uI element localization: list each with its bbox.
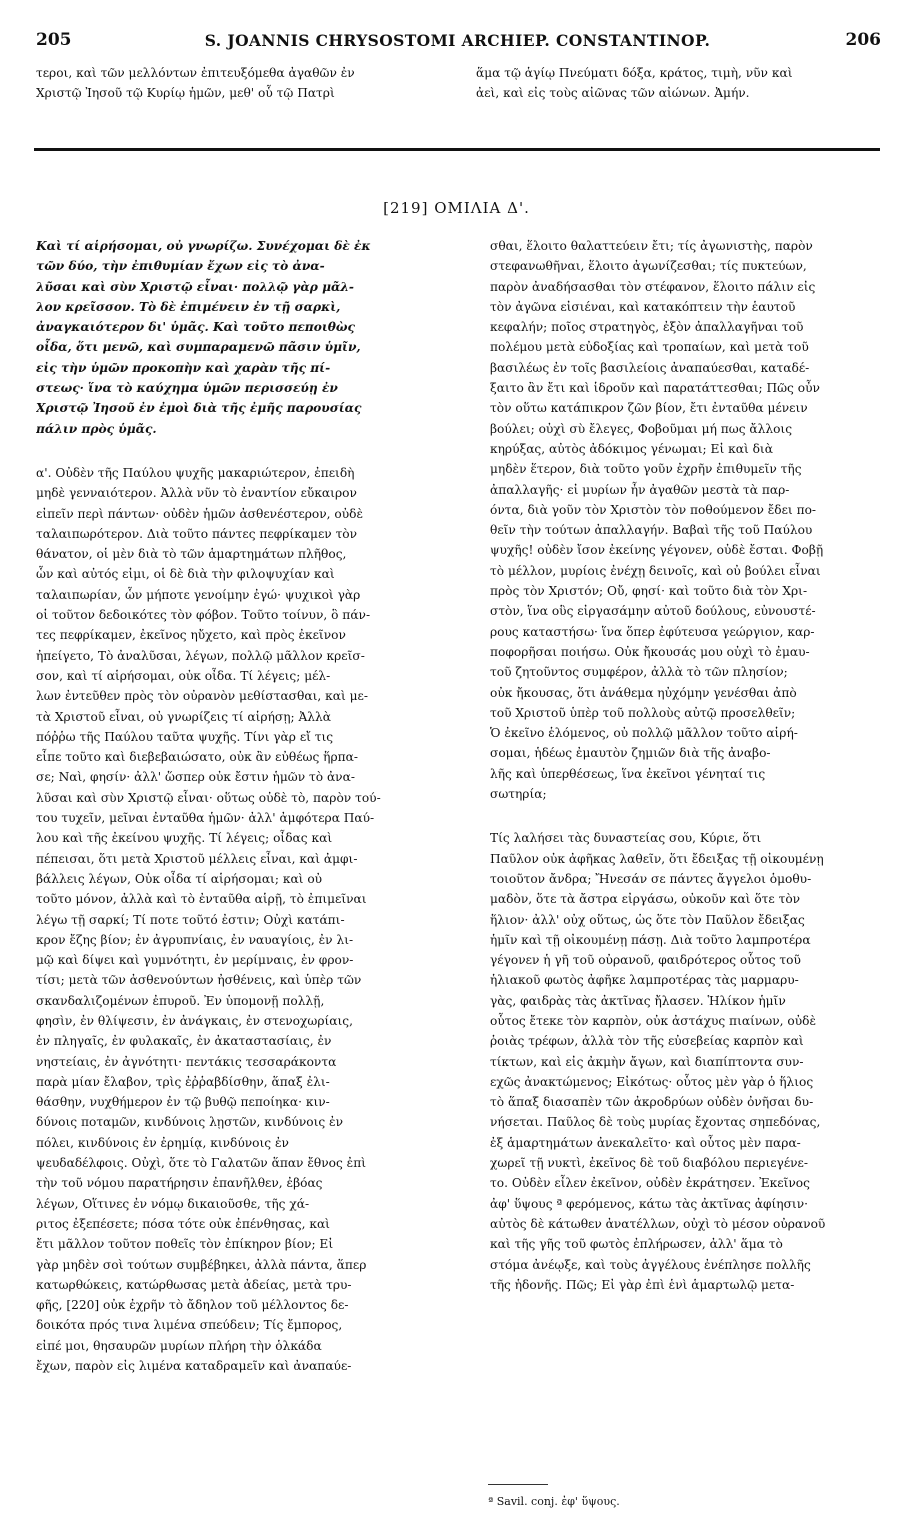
text-line: ρους καταστήσω· ἵνα ὅπερ ἐφύτευσα γεώργιον, καρ- xyxy=(490,624,815,639)
text-line: πρὸς τὸν Χριστόν; Οὔ, φησί· καὶ τοῦτο διὰ τὸν Χρι- xyxy=(490,584,808,599)
text-line: οἱ τοῦτον δεδοικότες τὸν φόβον. Τοῦτο τοίνυν, ὃ πάν- xyxy=(36,608,371,623)
text-line: ἀπαλλαγῆς· εἰ μυρίων ἦν ἀγαθῶν μεστὰ τὰ παρ- xyxy=(490,482,790,497)
running-title: S. JOANNIS CHRYSOSTOMI ARCHIEP. CONSTANTINOP. xyxy=(204,31,711,50)
text-line: κρον ἔζης βίον; ἐν ἀγρυπνίαις, ἐν ναυαγίοις, ἐν λι- xyxy=(36,932,354,947)
text-line: ἐν πληγαῖς, ἐν φυλακαῖς, ἐν ἀκαταστασίαις, ἐν xyxy=(36,1034,332,1049)
text-line: στεως· ἵνα τὸ καύχημα ὑμῶν περισσεύῃ ἐν xyxy=(36,381,338,396)
text-line: ὧν καὶ αὐτός εἰμι, οἱ δὲ διὰ τὴν φιλοψυχίαν καὶ xyxy=(36,567,335,582)
text-line: στεφανωθῆναι, ἕλοιτο ἀγωνίζεσθαι; τίς πυκτεύων, xyxy=(490,259,807,274)
text-line: βασιλέως ἐν τοῖς βασιλείοις ἀναπαύεσθαι, καταδέ- xyxy=(490,360,810,375)
text-line: λον κρεῖσσον. Τὸ δὲ ἐπιμένειν ἐν τῇ σαρκὶ, xyxy=(36,299,341,314)
text-line: ἠπείγετο, Τὸ ἀναλῦσαι, λέγων, πολλῷ μᾶλλον κρεῖσ- xyxy=(36,648,365,663)
text-line: λῦσαι καὶ σὺν Χριστῷ εἶναι· πολλῷ γὰρ μᾶλ- xyxy=(36,279,354,294)
text-line: ἔχων, παρὸν εἰς λιμένα καταδραμεῖν καὶ ἀναπαύε- xyxy=(36,1359,352,1374)
text-line: τες πεφρίκαμεν, ἐκεῖνος ηὔχετο, καὶ πρὸς ἐκεῖνον xyxy=(36,628,346,643)
text-line: σθαι, ἕλοιτο θαλαττεύειν ἔτι; τίς ἀγωνιστὴς, παρὸν xyxy=(490,239,813,253)
scripture-lemma xyxy=(36,236,474,439)
text-line: παρὰ μίαν ἔλαβον, τρὶς ἐῤῥαβδίσθην, ἅπαξ ἐλι- xyxy=(36,1074,330,1089)
text-line: δύνοις ποταμῶν, κινδύνοις λῃστῶν, κινδύνοις ἐν xyxy=(36,1115,343,1130)
text-line: λῦσαι καὶ σὺν Χριστῷ εἶναι· οὕτως οὐδὲ τὸ, παρὸν τού- xyxy=(36,790,381,805)
text-line: ἀεὶ, καὶ εἰς τοὺς αἰῶνας τῶν αἰώνων. Ἀμήν. xyxy=(476,86,750,101)
text-line: λων ἐντεῦθεν πρὸς τὸν οὐρανὸν μεθίστασθαι, καὶ με- xyxy=(36,689,368,704)
text-line: μῷ καὶ δίψει καὶ γυμνότητι, ἐν μερίμναις, ἐν φρον- xyxy=(36,953,354,968)
text-line: ἐξ ἁμαρτημάτων ἀνεκαλεῖτο· καὶ οὗτος μὲν παρα- xyxy=(490,1135,801,1150)
text-line: Καὶ τί αἱρήσομαι, οὐ γνωρίζω. Συνέχομαι δὲ ἐκ xyxy=(36,239,371,253)
text-line: κατωρθώκεις, κατώρθωσας μετὰ ἀδείας, μετὰ τρυ- xyxy=(36,1277,352,1292)
text-line: Παῦλον οὐκ ἀφῆκας λαθεῖν, ὅτι ἔδειξας τῇ οἰκουμένῃ xyxy=(490,851,824,866)
text-line: όντα, διὰ γοῦν τὸν Χριστὸν τὸν ποθούμενον ἔδει πο- xyxy=(490,502,817,517)
text-line: κεφαλήν; ποῖος στρατηγὸς, ἐξὸν ἀπαλλαγῆναι τοῦ xyxy=(490,320,804,335)
text-line: πόῤῥω τῆς Παύλου ταῦτα ψυχῆς. Τίνι γὰρ εἴ τις xyxy=(36,729,334,744)
text-line: τοιοῦτον ἄνδρα; Ἤνεσάν σε πάντες ἄγγελοι ὁμοθυ- xyxy=(490,871,812,886)
text-line: ἀναγκαιότερον δι' ὑμᾶς. Καὶ τοῦτο πεποιθὼς xyxy=(36,320,355,335)
text-line: νήσεται. Παῦλος δὲ τοὺς μυρίας ἔχοντας σηπεδόνας, xyxy=(490,1115,821,1130)
text-line: λου καὶ τῆς ἐκείνου ψυχῆς. Τί λέγεις; οἶδας καὶ xyxy=(36,831,333,846)
page-header xyxy=(30,30,885,56)
text-line: ἔτι μᾶλλον τοῦτον ποθεῖς τὸν ἐπίκηρον βίον; Εἰ xyxy=(36,1237,334,1252)
text-line: βούλει; οὐχὶ σὺ ἔλεγες, Φοβοῦμαι μή πως ἄλλοις xyxy=(490,421,793,436)
text-line: Χριστῷ Ἰησοῦ ἐν ἐμοὶ διὰ τῆς ἐμῆς παρουσίας xyxy=(36,401,362,416)
text-line: καὶ τῆς γῆς τοῦ φωτὸς ἐπλήρωσεν, ἀλλ' ἅμα τὸ xyxy=(490,1237,783,1252)
text-line: σκανδαλιζομένων ἐπυροῦ. Ἐν ὑπομονῇ πολλῇ, xyxy=(36,993,325,1008)
text-line: σε; Ναὶ, φησίν· ἀλλ' ὥσπερ οὐκ ἔστιν ἡμῶν τὸ ἀνα- xyxy=(36,770,355,785)
text-line: γὰρ μηδὲν σοὶ τούτων συμβέβηκει, ἀλλὰ πάντα, ἅπερ xyxy=(36,1257,367,1272)
text-line: τίσι; μετὰ τῶν ἀσθενούντων ἠσθένεις, καὶ ὑπὲρ τῶν xyxy=(36,973,362,988)
page-number-left: 205 xyxy=(36,30,72,50)
text-line: εἶπε τοῦτο καὶ διεβεβαιώσατο, οὐκ ἂν εὐθέως ἥρπα- xyxy=(36,750,358,765)
text-line: οὗτος ἔτεκε τὸν καρπὸν, οὐκ ἀστάχυς πιαίνων, οὐδὲ xyxy=(490,1013,816,1028)
text-line: σωτηρία; xyxy=(490,787,547,802)
top-right-column xyxy=(476,63,886,104)
text-line: Ὁ ἐκεῖνο ἑλόμενος, οὐ πολλῷ μᾶλλον τοῦτο αἱρή- xyxy=(490,726,798,741)
text-line: το. Οὐδὲν εἶλεν ἐκεῖνον, οὐδὲν ἐκράτησεν. Ἐκεῖνος xyxy=(490,1176,810,1191)
text-line: παρὸν ἀναδήσασθαι τὸν στέφανον, ἕλοιτο πάλιν εἰς xyxy=(490,279,816,294)
text-line: τὸν ἀγῶνα εἰσιέναι, καὶ κατακόπτειν τὴν ἑαυτοῦ xyxy=(490,299,796,314)
text-line: φῆς, [220] οὐκ ἐχρῆν τὸ ἄδηλον τοῦ μέλλοντος δε- xyxy=(36,1298,349,1313)
paragraph-gap xyxy=(490,804,882,828)
text-line: χωρεῖ τῇ νυκτὶ, ἐκεῖνος δὲ τοῦ διαβόλου περιεγένε- xyxy=(490,1156,808,1171)
text-line: εχῶς ἀνακτώμενος; Εἰκότως· οὗτος μὲν γὰρ ὁ ἥλιος xyxy=(490,1074,814,1089)
paragraph-gap xyxy=(36,439,474,463)
section-divider xyxy=(34,148,880,151)
text-line: ταλαιπωρίαν, ὧν μήποτε γενοίμην ἐγώ· ψυχικοὶ γὰρ xyxy=(36,587,361,602)
text-line: ἅμα τῷ ἁγίῳ Πνεύματι δόξα, κράτος, τιμὴ, νῦν καὶ xyxy=(476,66,793,80)
text-line: πόλει, κινδύνοις ἐν ἐρημίᾳ, κινδύνοις ἐν xyxy=(36,1135,289,1150)
text-line: τὸ μέλλον, μυρίοις ἐνέχῃ δεινοῖς, καὶ οὐ βούλει εἶναι xyxy=(490,563,821,578)
right-column xyxy=(490,236,882,1295)
text-line: πάλιν πρὸς ὑμᾶς. xyxy=(36,421,157,436)
text-line: αὐτὸς δὲ κάτωθεν ἀνατέλλων, οὐχὶ τὸ μέσον οὐρανοῦ xyxy=(490,1216,826,1231)
text-line: κηρύξας, αὐτὸς ἀδόκιμος γένωμαι; Εἰ καὶ διὰ xyxy=(490,441,773,456)
text-line: οἶδα, ὅτι μενῶ, καὶ συμπαραμενῶ πᾶσιν ὑμῖν, xyxy=(36,340,361,355)
text-line: του τυχεῖν, μεῖναι ἐνταῦθα ἡμῶν· ἀλλ' ἀμφότερα Παύ- xyxy=(36,811,375,826)
text-line: α'. Οὐδὲν τῆς Παύλου ψυχῆς μακαριώτερον, ἐπειδὴ xyxy=(36,465,355,480)
text-line: Τίς λαλήσει τὰς δυναστείας σου, Κύριε, ὅτι xyxy=(490,831,762,846)
text-line: ριτος ἐξεπέσετε; πόσα τότε οὐκ ἐπένθησας, καὶ xyxy=(36,1216,330,1231)
text-line: φησὶν, ἐν θλίψεσιν, ἐν ἀνάγκαις, ἐν στενοχωρίαις, xyxy=(36,1013,353,1028)
text-line: τὸν οὕτω κατάπικρον ζῶν βίον, ἔτι ἐνταῦθα μένειν xyxy=(490,401,808,416)
text-line: ἥλιον· ἀλλ' οὐχ οὕτως, ὡς ὅτε τὸν Παῦλον ἔδειξας xyxy=(490,912,805,927)
text-line: τεροι, καὶ τῶν μελλόντων ἐπιτευξόμεθα ἀγαθῶν ἐν xyxy=(36,66,355,80)
text-line: λέγω τῇ σαρκί; Τί ποτε τοῦτό ἐστιν; Οὐχὶ κατάπι- xyxy=(36,912,345,927)
top-left-column xyxy=(36,63,460,104)
text-line: οὐκ ἤκουσας, ὅτι ἀνάθεμα ηὐχόμην γενέσθαι ἀπὸ xyxy=(490,685,797,700)
text-line: μηδὲ γενναιότερον. Ἀλλὰ νῦν τὸ ἐναντίον εὔκαιρον xyxy=(36,486,357,501)
text-line: πολέμου μετὰ εὐδοξίας καὶ τροπαίων, καὶ μετὰ τοῦ xyxy=(490,340,809,355)
text-line: ψευδαδέλφοις. Οὐχὶ, ὅτε τὸ Γαλατῶν ἅπαν ἔθνος ἐπὶ xyxy=(36,1156,366,1171)
text-line: τοῦτο μόνον, ἀλλὰ καὶ τὸ ἐνταῦθα αἱρῇ, τὸ ἐπιμεῖναι xyxy=(36,892,367,907)
text-line: τοῦ Χριστοῦ ὑπὲρ τοῦ πολλοὺς αὐτῷ προσελθεῖν; xyxy=(490,705,796,720)
left-column xyxy=(36,236,474,1376)
text-line: ποφορῆσαι ποιήσω. Οὐκ ἤκουσάς μου οὐχὶ τὸ ἐμαυ- xyxy=(490,644,810,659)
text-line: λέγων, Οἵτινες ἐν νόμῳ δικαιοῦσθε, τῆς χά- xyxy=(36,1196,310,1211)
text-line: τοῦ ζητοῦντος συμφέρον, ἀλλὰ τὸ τῶν πλησίον; xyxy=(490,665,788,680)
text-line: θάσθην, νυχθήμερον ἐν τῷ βυθῷ πεποίηκα· κιν- xyxy=(36,1095,330,1110)
text-line: μηδὲν ἕτερον, διὰ τοῦτο γοῦν ἐχρῆν ἐπιθυμεῖν τῆς xyxy=(490,462,802,477)
text-line: τῶν δύο, τὴν ἐπιθυμίαν ἔχων εἰς τὸ ἀνα- xyxy=(36,259,325,274)
text-line: εἰπέ μοι, θησαυρῶν μυρίων πλήρη τὴν ὁλκάδα xyxy=(36,1338,322,1353)
text-line: στόμα ἀνέῳξε, καὶ τοὺς ἀγγέλους ἐνέπλησε πολλῆς xyxy=(490,1257,811,1272)
text-line: σον, καὶ τί αἱρήσομαι, οὐκ οἶδα. Τί λέγεις; μέλ- xyxy=(36,668,331,683)
homily-title: [219] ΟΜΙΛΙΑ Δ'. xyxy=(383,199,530,217)
text-line: δοικότα πρός τινα λιμένα σπεύδειν; Τίς ἔμπορος, xyxy=(36,1318,343,1333)
text-line: Χριστῷ Ἰησοῦ τῷ Κυρίῳ ἡμῶν, μεθ' οὗ τῷ Πατρὶ xyxy=(36,86,335,101)
text-line: πέπεισαι, ὅτι μετὰ Χριστοῦ μέλλεις εἶναι, καὶ ἀμφι- xyxy=(36,851,358,866)
right-column-body xyxy=(490,236,882,804)
right-column-body-2 xyxy=(490,828,882,1295)
text-line: τὸ ἅπαξ διασαπὲν τῶν ἀκροδρύων οὐδὲν ὀνῆσαι δυ- xyxy=(490,1095,814,1110)
text-line: μαδὸν, ὅτε τὰ ἄστρα εἰργάσω, οὐκοῦν καὶ ὅτε τὸν xyxy=(490,892,801,907)
text-line: τίκτων, καὶ εἰς ἀκμὴν ἄγων, καὶ διαπίπτοντα συν- xyxy=(490,1054,804,1069)
text-line: τῆς ἡδονῆς. Πῶς; Εἰ γὰρ ἐπὶ ἑνὶ ἁμαρτωλῷ μετα- xyxy=(490,1277,795,1292)
text-line: θάνατον, οἱ μὲν διὰ τὸ τῶν ἁμαρτημάτων πλῆθος, xyxy=(36,547,347,562)
text-line: ἡμῖν καὶ τῇ οἰκουμένῃ πάσῃ. Διὰ τοῦτο λαμπροτέρα xyxy=(490,932,811,947)
text-line: ταλαιπωρότερον. Διὰ τοῦτο πάντες πεφρίκαμεν τὸν xyxy=(36,526,358,541)
footnote: ª Savil. conj. ἐφ' ὕψους. xyxy=(488,1495,620,1508)
text-line: ψυχῆς! οὐδὲν ἴσον ἐκείνης γέγονεν, οὐδὲ ἔσται. Φοβῇ xyxy=(490,543,824,558)
left-column-body xyxy=(36,463,474,1376)
text-line: εἰς τὴν ὑμῶν προκοπὴν καὶ χαρὰν τῆς πί- xyxy=(36,360,331,375)
text-line: στὸν, ἵνα οὓς εἰργασάμην αὐτοῦ δούλους, εὐνουστέ- xyxy=(490,604,816,619)
text-line: τὰ Χριστοῦ εἶναι, οὐ γνωρίζεις τί αἱρήσῃ; Ἀλλὰ xyxy=(36,709,331,724)
footnote-divider xyxy=(488,1484,548,1485)
text-line: λῆς καὶ ὑπερθέσεως, ἵνα ἐκεῖνοι γένηταί τις xyxy=(490,766,766,781)
text-line: νηστείαις, ἐν ἀγνότητι· πεντάκις τεσσαράκοντα xyxy=(36,1054,337,1069)
text-line: ξαιτο ἂν ἔτι καὶ ἱδροῦν καὶ παρατάττεσθαι; Πῶς οὖν xyxy=(490,381,820,396)
text-line: ἡλιακοῦ φωτὸς ἀφῆκε λαμπροτέρας τὰς μαρμαρυ- xyxy=(490,973,799,988)
text-line: βάλλεις λέγων, Οὐκ οἶδα τί αἱρήσομαι; καὶ οὐ xyxy=(36,871,323,886)
text-line: ἀφ' ὕψους ª φερόμενος, κάτω τὰς ἀκτῖνας ἀφίησιν· xyxy=(490,1196,808,1211)
page-number-right: 206 xyxy=(845,30,881,50)
text-line: ῥοιὰς τρέφων, ἀλλὰ τὸν τῆς εὐσεβείας καρπὸν καὶ xyxy=(490,1034,804,1049)
text-line: γέγονεν ἡ γῆ τοῦ οὐρανοῦ, φαιδρότερος οὗτος τοῦ xyxy=(490,953,801,968)
text-line: θεῖν τὴν τούτων ἀπαλλαγήν. Βαβαὶ τῆς τοῦ Παύλου xyxy=(490,523,813,538)
text-line: εἰπεῖν περὶ πάντων· οὐδὲν ἡμῶν ἀσθενέστερον, οὐδὲ xyxy=(36,506,364,521)
text-line: τὴν τοῦ νόμου παρατήρησιν ἐπανῆλθεν, ἐβόας xyxy=(36,1176,323,1191)
text-line: γὰς, φαιδρὰς τὰς ἀκτῖνας ἤλασεν. Ἡλίκον ἡμῖν xyxy=(490,993,786,1008)
text-line: σομαι, ἡδέως ἐμαυτὸν ζημιῶν διὰ τῆς ἀναβο- xyxy=(490,746,771,761)
